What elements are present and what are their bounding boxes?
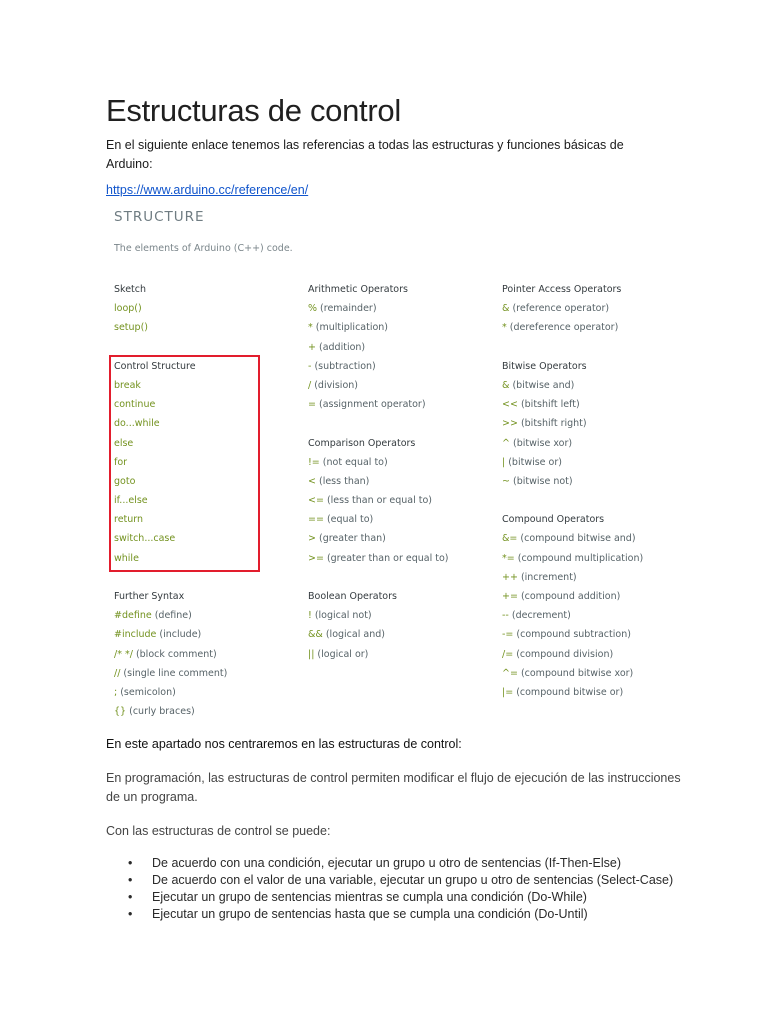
reference-item[interactable] [308, 645, 449, 664]
reference-item[interactable] [308, 376, 449, 395]
page-title: Estructuras de control [106, 93, 401, 128]
reference-description: (remainder) [317, 303, 377, 315]
reference-description: (increment) [517, 571, 577, 583]
reference-item[interactable] [502, 568, 643, 587]
reference-description: (bitshift left) [517, 399, 580, 411]
reference-keyword[interactable]: // [114, 667, 121, 679]
reference-keyword[interactable]: return [114, 514, 144, 526]
reference-item[interactable] [308, 491, 449, 510]
reference-keyword[interactable]: += [502, 591, 518, 602]
reference-item[interactable] [308, 453, 449, 472]
reference-item[interactable] [308, 395, 449, 414]
reference-item[interactable] [502, 318, 643, 337]
reference-item[interactable] [502, 645, 643, 664]
reference-keyword[interactable]: != [308, 456, 320, 468]
reference-item[interactable] [114, 299, 227, 318]
bullet-icon: • [128, 907, 133, 921]
group-comparison-operators [308, 434, 449, 568]
arduino-reference-link[interactable]: https://www.arduino.cc/reference/en/ [106, 183, 309, 197]
reference-keyword[interactable]: || [308, 648, 315, 660]
boolean-category-title: Boolean Operators [308, 591, 397, 602]
group-further-syntax [114, 587, 227, 721]
reference-keyword[interactable]: #include [114, 629, 157, 641]
reference-item[interactable] [502, 376, 643, 395]
reference-description: (multiplication) [312, 322, 389, 334]
intro-paragraph: En el siguiente enlace tenemos las referencias a todas las estructuras y funciones básicas de Arduino: [106, 138, 624, 171]
reference-item[interactable] [308, 549, 449, 568]
reference-keyword[interactable]: <= [308, 495, 324, 507]
reference-keyword[interactable]: /= [502, 648, 514, 660]
reference-item[interactable] [308, 338, 449, 357]
reference-description: (curly braces) [126, 706, 195, 718]
reference-keyword[interactable]: goto [114, 475, 136, 487]
sketch-category-title: Sketch [114, 284, 147, 295]
reference-item[interactable] [502, 606, 643, 625]
reference-keyword[interactable]: & [502, 303, 510, 315]
reference-item[interactable] [502, 664, 643, 683]
reference-item[interactable] [502, 472, 643, 491]
reference-description: (assignment operator) [315, 399, 426, 411]
reference-item[interactable] [502, 434, 643, 453]
reference-keyword[interactable]: < [308, 475, 316, 487]
reference-keyword[interactable]: * [502, 322, 507, 334]
reference-description: (bitwise or) [505, 456, 562, 468]
reference-keyword[interactable]: #define [114, 610, 152, 622]
reference-item[interactable] [308, 625, 449, 644]
bitwise-category-title: Bitwise Operators [502, 360, 587, 372]
reference-item[interactable] [114, 664, 227, 683]
structure-heading: STRUCTURE [114, 209, 205, 225]
reference-description: (division) [311, 379, 358, 391]
list-item: • De acuerdo con el valor de una variable, ejecutar un grupo u otro de sentencias (Select-Case) [128, 873, 674, 887]
reference-item[interactable] [114, 683, 227, 702]
reference-keyword[interactable]: setup() [114, 322, 148, 334]
reference-description: (compound bitwise or) [513, 686, 624, 698]
reference-item[interactable] [308, 299, 449, 318]
reference-description: (less than or equal to) [323, 495, 433, 507]
reference-keyword[interactable]: else [114, 437, 134, 449]
reference-keyword[interactable]: do...while [114, 418, 160, 430]
list-item: • Ejecutar un grupo de sentencias hasta que se cumpla una condición (Do-Until) [128, 907, 588, 921]
section-intro: En este apartado nos centraremos en las estructuras de control: [106, 737, 462, 751]
explanation-paragraph: En programación, las estructuras de control permiten modificar el flujo de ejecución de las instrucciones de un programa. [106, 771, 681, 804]
reference-keyword[interactable]: ++ [502, 571, 518, 583]
list-item: • De acuerdo con una condición, ejecutar un grupo u otro de sentencias (If-Then-Else) [128, 856, 622, 870]
reference-keyword[interactable]: &= [502, 533, 518, 545]
capabilities-list [128, 855, 673, 923]
comparison-category-title: Comparison Operators [308, 437, 416, 449]
reference-description: (include) [156, 629, 202, 641]
reference-keyword[interactable]: *= [502, 552, 515, 564]
structure-subtitle: The elements of Arduino (C++) code. [114, 243, 293, 254]
reference-item[interactable] [114, 702, 227, 721]
reference-keyword[interactable]: break [114, 379, 141, 391]
reference-description: (compound bitwise and) [517, 533, 636, 545]
reference-item[interactable] [114, 625, 227, 644]
reference-keyword[interactable]: > [308, 533, 316, 545]
reference-keyword[interactable]: while [114, 552, 139, 564]
reference-item[interactable] [502, 549, 643, 568]
reference-item[interactable] [502, 395, 643, 414]
pointer-category-title: Pointer Access Operators [502, 284, 622, 295]
reference-keyword[interactable]: && [308, 629, 323, 641]
reference-keyword[interactable]: |= [502, 686, 514, 698]
reference-item[interactable] [308, 510, 449, 529]
reference-item[interactable] [114, 645, 227, 664]
reference-description: (not equal to) [319, 456, 388, 468]
list-item: • Ejecutar un grupo de sentencias mientras se cumpla una condición (Do-While) [128, 890, 587, 904]
reference-keyword[interactable]: ^= [502, 667, 518, 679]
reference-keyword[interactable]: continue [114, 399, 156, 411]
reference-description: (logical or) [314, 648, 369, 660]
reference-description: (define) [151, 610, 192, 622]
group-sketch [114, 280, 227, 338]
reference-keyword[interactable]: ! [308, 610, 312, 622]
reference-description: (logical not) [311, 610, 372, 622]
reference-description: (compound multiplication) [514, 552, 644, 564]
reference-keyword[interactable]: % [308, 303, 318, 315]
reference-keyword[interactable]: >> [502, 418, 518, 430]
reference-keyword[interactable]: >= [308, 552, 324, 564]
reference-description: (compound subtraction) [513, 629, 631, 641]
control-structure-highlight-box [109, 355, 260, 572]
bullet-icon: • [128, 890, 133, 904]
reference-description: (bitwise and) [509, 379, 575, 391]
reference-keyword[interactable]: + [308, 341, 316, 353]
reference-keyword[interactable]: = [308, 399, 316, 411]
reference-description: (bitwise not) [509, 475, 573, 487]
group-pointer-access-operators [502, 280, 643, 338]
further-category-title: Further Syntax [114, 591, 185, 602]
reference-keyword[interactable]: for [114, 456, 128, 468]
reference-description: (logical and) [322, 629, 385, 641]
group-arithmetic-operators [308, 280, 449, 414]
reference-item[interactable] [308, 318, 449, 337]
reference-description: (compound bitwise xor) [517, 667, 634, 679]
bullet-icon: • [128, 856, 133, 870]
reference-description: (decrement) [508, 610, 571, 622]
reference-item[interactable] [114, 606, 227, 625]
reference-item[interactable] [308, 529, 449, 548]
bullet-icon: • [128, 873, 133, 887]
reference-item[interactable] [502, 453, 643, 472]
reference-description: (semicolon) [117, 686, 176, 698]
arithmetic-category-title: Arithmetic Operators [308, 284, 408, 295]
reference-item[interactable] [502, 529, 643, 548]
reference-description: (equal to) [323, 514, 374, 526]
reference-description: (greater than) [315, 533, 386, 545]
reference-column-2 [308, 280, 449, 664]
control-category-title: Control Structure [114, 360, 196, 372]
reference-keyword[interactable]: == [308, 514, 324, 526]
reference-keyword[interactable]: switch...case [114, 533, 176, 545]
reference-description: (greater than or equal to) [323, 552, 449, 564]
reference-keyword[interactable]: << [502, 399, 518, 411]
reference-item[interactable] [308, 606, 449, 625]
reference-keyword[interactable]: / [308, 379, 312, 391]
list-intro: Con las estructuras de control se puede: [106, 824, 331, 838]
reference-item[interactable] [114, 318, 227, 337]
structure-reference-image [106, 205, 666, 725]
reference-description: (less than) [315, 475, 370, 487]
reference-keyword[interactable]: {} [114, 706, 127, 718]
reference-item[interactable] [502, 587, 643, 606]
reference-keyword[interactable]: * [308, 322, 313, 334]
reference-keyword[interactable]: -- [502, 610, 509, 622]
reference-item[interactable] [308, 357, 449, 376]
reference-item[interactable] [502, 414, 643, 433]
reference-keyword[interactable]: ^ [502, 437, 510, 449]
reference-description: (dereference operator) [506, 322, 619, 334]
reference-description: (compound addition) [517, 591, 621, 602]
reference-item[interactable] [502, 299, 643, 318]
reference-description: (bitshift right) [517, 418, 587, 430]
reference-keyword[interactable]: & [502, 379, 510, 391]
reference-column-3 [502, 280, 643, 702]
reference-keyword[interactable]: loop() [114, 303, 142, 315]
reference-description: (addition) [315, 341, 366, 353]
reference-keyword[interactable]: - [308, 360, 312, 372]
compound-category-title: Compound Operators [502, 514, 605, 526]
reference-description: (bitwise xor) [509, 437, 573, 449]
group-bitwise-operators [502, 357, 643, 491]
reference-keyword[interactable]: /* */ [114, 648, 133, 660]
reference-keyword[interactable]: ~ [502, 475, 510, 487]
group-compound-operators [502, 510, 643, 702]
reference-item[interactable] [502, 683, 643, 702]
reference-description: (block comment) [132, 648, 217, 660]
group-boolean-operators [308, 587, 449, 664]
reference-description: (single line comment) [120, 667, 228, 679]
reference-keyword[interactable]: if...else [114, 495, 148, 507]
reference-keyword[interactable]: ; [114, 686, 118, 698]
reference-keyword[interactable]: -= [502, 629, 514, 641]
reference-keyword[interactable]: | [502, 456, 506, 468]
reference-item[interactable] [502, 625, 643, 644]
reference-description: (compound division) [513, 648, 614, 660]
reference-description: (subtraction) [311, 360, 376, 372]
reference-item[interactable] [308, 472, 449, 491]
reference-description: (reference operator) [509, 303, 610, 315]
